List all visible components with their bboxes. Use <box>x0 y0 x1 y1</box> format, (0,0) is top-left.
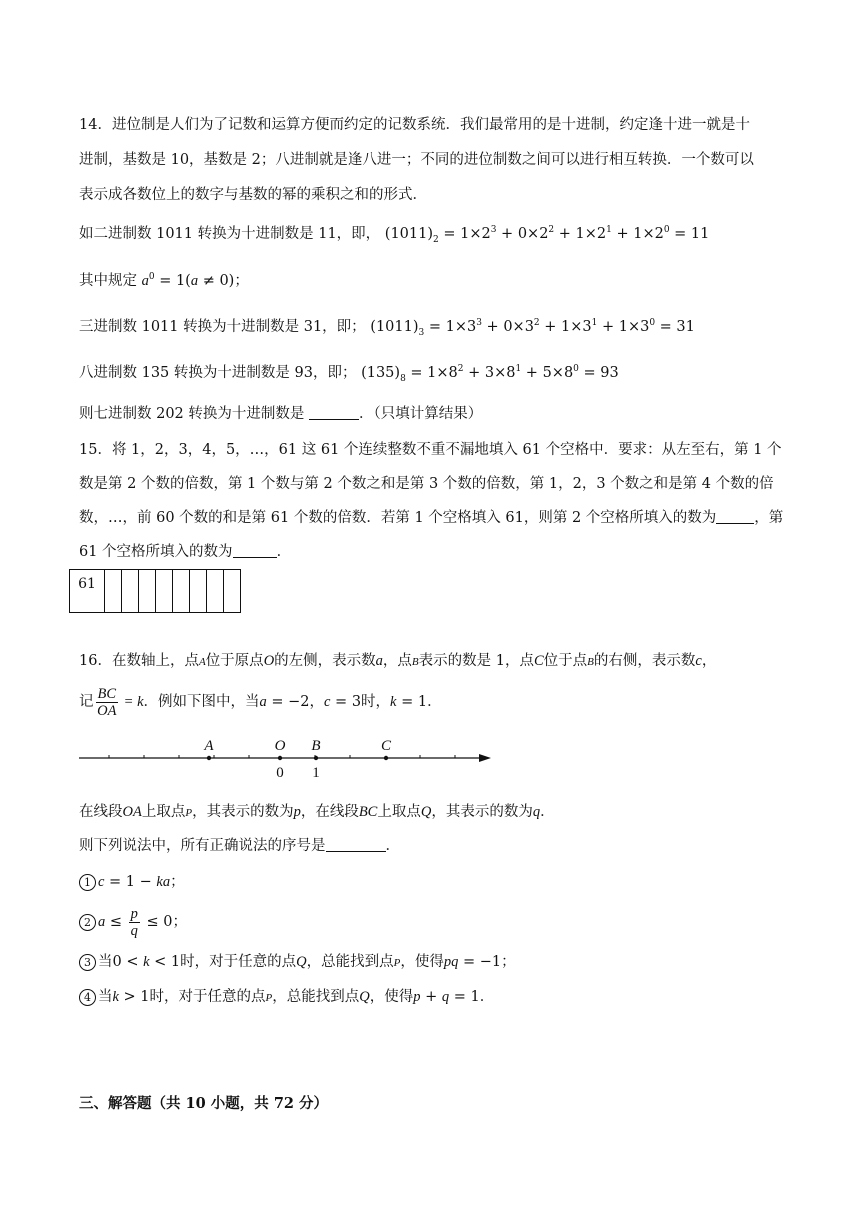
section-heading: 三、解答题（共 10 小题，共 72 分） <box>79 1095 329 1112</box>
q14-rule: 其中规定 $a^0 = 1(a \ne 0)$； <box>79 272 249 289</box>
grid-cell <box>190 570 207 613</box>
q14-line3: 表示成各数位上的数字与基数的幂的乘积之和的形式． <box>79 187 427 203</box>
answer-blank <box>716 509 754 524</box>
q15-line3: 数，…，前 60 个数的和是第 61 个数的倍数．若第 1 个空格填入 61，则第 2 个空格所填入的数为 ，第 <box>79 510 784 526</box>
grid-cell <box>207 570 224 613</box>
point-c-dot <box>384 756 388 760</box>
q16-option-4: 4 当k > 1时，对于任意的点P，总能找到点Q，使得p + q = 1． <box>79 987 494 1008</box>
point-o-dot <box>278 756 282 760</box>
q16-option-2: 2 a ≤ $\frac{p}{q}$ ≤ 0； <box>79 904 187 940</box>
q16-option-3: 3 当0 < k < 1时，对于任意的点Q，总能找到点P，使得pq = −1； <box>79 952 516 973</box>
answer-blank <box>233 543 277 558</box>
grid-cell <box>139 570 156 613</box>
grid-cell-first: 61 <box>70 570 105 613</box>
point-a-dot <box>207 756 211 760</box>
tick-label-0: 0 <box>276 765 284 781</box>
q16-line1: 16．在数轴上，点A位于原点O的左侧，表示数a，点B表示的数是 1，点C位于点B的右侧，表示数c， <box>79 653 717 669</box>
point-b-dot <box>314 756 318 760</box>
grid-cell <box>122 570 139 613</box>
grid-cell <box>173 570 190 613</box>
number-line-figure <box>75 732 495 782</box>
grid-cell <box>105 570 122 613</box>
q15-line2: 数是第 2 个数的倍数，第 1 个数与第 2 个数之和是第 3 个数的倍数，第 1，2，3 个数之和是第 4 个数的倍 <box>79 476 774 492</box>
answer-blank <box>326 837 386 852</box>
label-o: O <box>274 738 286 754</box>
answer-blank <box>309 405 359 420</box>
grid-cell <box>156 570 173 613</box>
grid-cell <box>224 570 241 613</box>
axis-arrow <box>479 754 491 762</box>
option-number-3: 3 <box>79 954 96 971</box>
q14-example-octal: 八进制数 135 转换为十进制数是 93，即； $(135)_8 = 1\times 8^2 + 3\times 8^1 + 5\times 8^0 = 93$ <box>79 364 619 384</box>
option-number-1: 1 <box>79 874 96 891</box>
q16-option-1: 1 c = 1 − ka； <box>79 872 185 892</box>
label-a: A <box>204 738 214 754</box>
q16-line3: 在线段OA上取点P，其表示的数为p，在线段BC上取点Q，其表示的数为q． <box>79 804 555 820</box>
q14-question: 则七进制数 202 转换为十进制数是 ．（只填计算结果） <box>79 406 483 422</box>
option-number-2: 2 <box>79 914 96 931</box>
q14-line1: 14．进位制是人们为了记数和运算方便而约定的记数系统．我们最常用的是十进制，约定逢十进一就是十 <box>79 117 750 133</box>
q15-line4: 61 个空格所填入的数为 ． <box>79 544 292 560</box>
q16-line2: 记 $\frac{BC}{OA}$ = k．例如下图中，当a = −2，c = 3时，k = 1． <box>79 685 442 719</box>
q14-line2: 进制，基数是 10，基数是 2；八进制就是逢八进一；不同的进位制数之间可以进行相互转换．一个数可以 <box>79 152 754 168</box>
q14-example-ternary: 三进制数 1011 转换为十进制数是 31，即； $(1011)_3 = 1\times 3^3 + 0\times 3^2 + 1\times 3^1 + 1\times 3^0 = 31$ <box>79 318 695 338</box>
q15-line1: 15．将 1，2，3，4，5，…，61 这 61 个连续整数不重不漏地填入 61 个空格中．要求：从左至右，第 1 个 <box>79 442 782 458</box>
option-number-4: 4 <box>79 989 96 1006</box>
label-c: C <box>380 738 392 754</box>
q14-example-binary: 如二进制数 1011 转换为十进制数是 11，即， $(1011)_2 = 1\times 2^3 + 0\times 2^2 + 1\times 2^1 + 1\times 2^0 = 11$ <box>79 225 710 245</box>
q16-line4: 则下列说法中，所有正确说法的序号是 ． <box>79 838 400 854</box>
label-b: B <box>311 738 321 754</box>
tick-label-1: 1 <box>312 765 320 781</box>
number-grid <box>69 569 241 613</box>
